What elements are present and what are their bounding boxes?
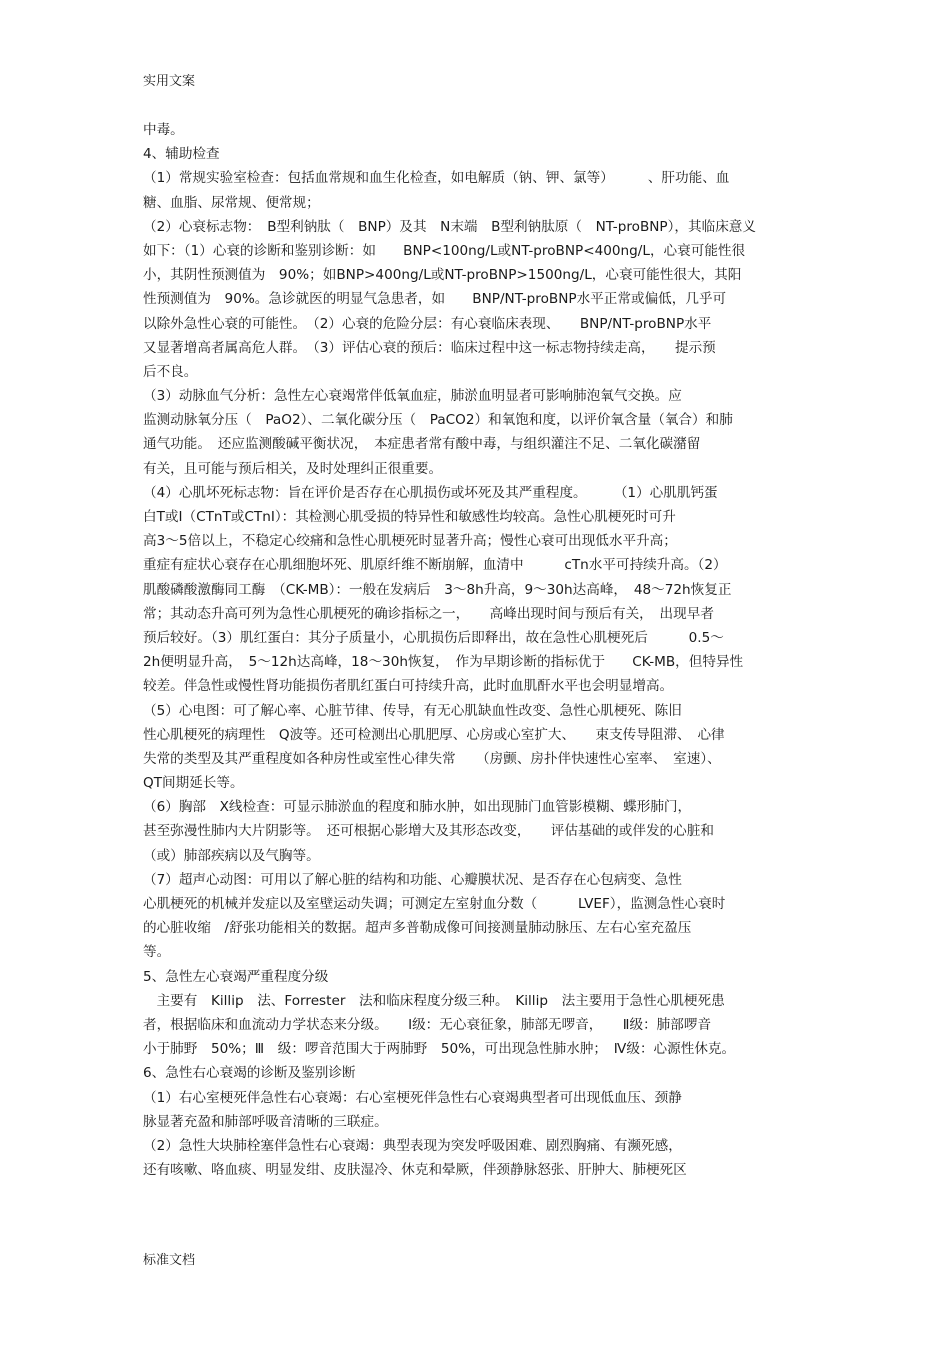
text-line: 脉显著充盈和肺部呼吸音清晰的三联症。 (143, 1113, 388, 1130)
text-line: 甚至弥漫性肺内大片阴影等。 还可根据心影增大及其形态改变， 评估基础的或伴发的心脏和 (143, 823, 714, 840)
page-footer: 标准文档 (143, 1253, 196, 1268)
text-line: 等。 (143, 944, 171, 961)
text-line: （1）右心室梗死伴急性右心衰竭：右心室梗死伴急性右心衰竭典型者可出现低血压、颈静 (143, 1089, 682, 1106)
text-line: 又显著增高者属高危人群。 （3）评估心衰的预后：临床过程中这一标志物持续走高， 提示预 (143, 339, 716, 356)
text-line: （5）心电图：可了解心率、心脏节律、传导，有无心肌缺血性改变、急性心肌梗死、陈旧 (143, 702, 682, 719)
text-line: （6）胸部 X线检查：可显示肺淤血的程度和肺水肿，如出现肺门血管影模糊、蝶形肺门， (143, 799, 692, 816)
text-line: 性预测值为 90%。急诊就医的明显气急患者，如 BNP/NT-proBNP水平正常或偏低，几乎可 (143, 291, 727, 308)
text-line: （7）超声心动图：可用以了解心脏的结构和功能、心瓣膜状况、是否存在心包病变、急性 (143, 871, 682, 888)
text-line: 肌酸磷酸激酶同工酶 （CK-MB）：一般在发病后 3～8h升高，9～30h达高峰， 48～72h恢复正 (143, 581, 732, 598)
text-line: 心肌梗死的机械并发症以及室壁运动失调；可测定左室射血分数（ LVEF），监测急性心衰时 (143, 896, 726, 912)
text-line: 性心肌梗死的病理性 Q波等。还可检测出心肌肥厚、心房或心室扩大、 束支传导阻滞、 心律 (143, 726, 725, 743)
text-line: 较差。伴急性或慢性肾功能损伤者肌红蛋白可持续升高，此时血肌酐水平也会明显增高。 (143, 678, 674, 695)
text-line: 6、急性右心衰竭的诊断及鉴别诊断 (143, 1065, 356, 1082)
text-line: 糖、血脂、尿常规、便常规； (143, 194, 320, 211)
text-line: 2h便明显升高， 5～12h达高峰，18～30h恢复， 作为早期诊断的指标优于 CK-MB，但特异性 (143, 654, 744, 671)
text-line: 主要有 Killip 法、Forrester 法和临床程度分级三种。 Killip 法主要用于急性心肌梗死患 (143, 992, 725, 1009)
text-line: 后不良。 (143, 363, 198, 380)
text-line: （2）急性大块肺栓塞伴急性右心衰竭：典型表现为突发呼吸困难、剧烈胸痛、有濒死感， (143, 1137, 682, 1154)
text-line: （1）常规实验室检查：包括血常规和血生化检查，如电解质（钠、钾、氯等） 、肝功能、血 (143, 170, 730, 187)
text-line: 如下：（1）心衰的诊断和鉴别诊断：如 BNP<100ng/L或NT-proBNP<400ng/L，心衰可能性很 (143, 242, 746, 259)
page-header: 实用文案 (143, 74, 196, 89)
text-line: 重症有症状心衰存在心肌细胞坏死、肌原纤维不断崩解，血清中 cTn水平可持续升高。（2） (143, 557, 727, 574)
text-line: 小，其阴性预测值为 90%；如BNP>400ng/L或NT-proBNP>1500ng/L，心衰可能性很大，其阳 (143, 267, 742, 284)
text-line: 的心脏收缩 /舒张功能相关的数据。超声多普勒成像可间接测量肺动脉压、左右心室充盈压 (143, 920, 692, 937)
text-line: 中毒。 (143, 122, 184, 138)
text-line: 通气功能。 还应监测酸碱平衡状况， 本症患者常有酸中毒，与组织灌注不足、二氧化碳潴留 (143, 436, 701, 453)
text-line: 预后较好。（3）肌红蛋白：其分子质量小，心肌损伤后即释出，故在急性心肌梗死后 0.5～ (143, 629, 724, 646)
text-line: （或）肺部疾病以及气胸等。 (143, 847, 320, 864)
text-line: 失常的类型及其严重程度如各种房性或室性心律失常 （房颤、房扑伴快速性心室率、 室速）、 (143, 750, 721, 767)
text-line: （2）心衰标志物： B型利钠肽（ BNP）及其 N末端 B型利钠肽原（ NT-proBNP），其临床意义 (143, 218, 756, 235)
text-line: 有关，且可能与预后相关，及时处理纠正很重要。 (143, 460, 443, 477)
text-line: 还有咳嗽、咯血痰、明显发绀、皮肤湿冷、休克和晕厥，伴颈静脉怒张、肝肿大、肺梗死区 (143, 1162, 687, 1179)
text-line: 5、急性左心衰竭严重程度分级 (143, 968, 329, 985)
text-line: 者，根据临床和血流动力学状态来分级。 Ⅰ级：无心衰征象，肺部无啰音， Ⅱ级：肺部啰音 (143, 1016, 712, 1033)
text-line: 常；其动态升高可列为急性心肌梗死的确诊指标之一， 高峰出现时间与预后有关， 出现早者 (143, 605, 714, 622)
document-body (143, 118, 813, 1182)
text-line: 4、辅助检查 (143, 146, 220, 163)
text-line: 以除外急性心衰的可能性。 （2）心衰的危险分层：有心衰临床表现、 BNP/NT-proBNP水平 (143, 315, 712, 332)
text-line: QT间期延长等。 (143, 775, 244, 792)
text-line: （4）心肌坏死标志物：旨在评价是否存在心肌损伤或坏死及其严重程度。 （1）心肌肌钙蛋 (143, 484, 718, 501)
text-line: 小于肺野 50%；Ⅲ 级：啰音范围大于两肺野 50%，可出现急性肺水肿； Ⅳ级：心源性休克。 (143, 1041, 736, 1058)
text-line: 白T或I（CTnT或CTnI）：其检测心肌受损的特异性和敏感性均较高。急性心肌梗死时可升 (143, 509, 676, 525)
text-line: 高3～5倍以上，不稳定心绞痛和急性心肌梗死时显著升高；慢性心衰可出现低水平升高； (143, 533, 677, 550)
text-line: （3）动脉血气分析：急性左心衰竭常伴低氧血症，肺淤血明显者可影响肺泡氧气交换。应 (143, 388, 682, 405)
text-line: 监测动脉氧分压（ PaO2）、二氧化碳分压（ PaCO2）和氧饱和度，以评价氧含量（氧合）和肺 (143, 412, 733, 429)
